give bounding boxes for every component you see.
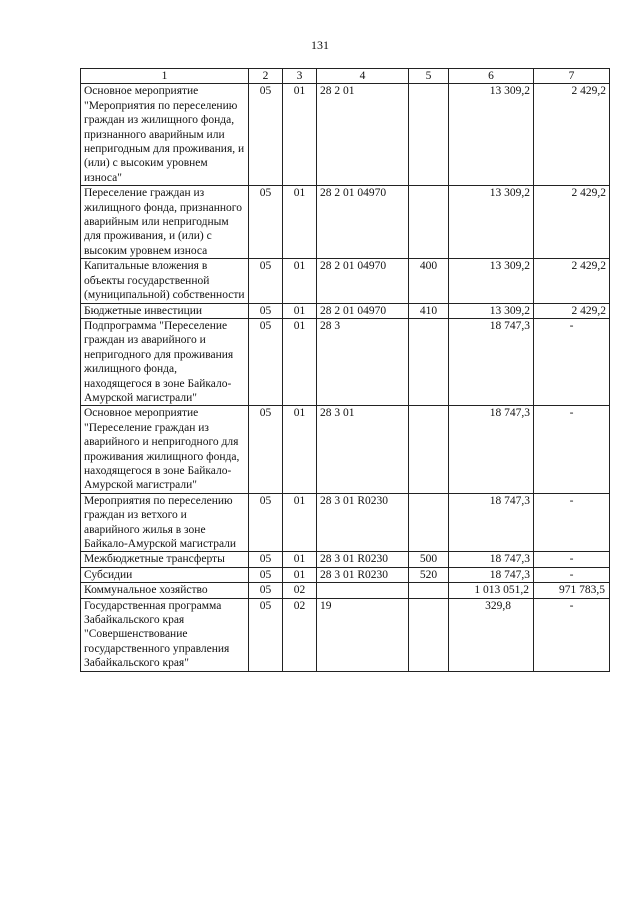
row-target-code: 28 2 01: [317, 84, 409, 186]
row-target-code: 28 3 01: [317, 406, 409, 493]
row-amount-col6: 18 747,3: [449, 552, 534, 567]
column-header-3: 3: [283, 69, 317, 84]
row-subsection: 01: [283, 493, 317, 552]
column-header-5: 5: [409, 69, 449, 84]
row-subsection: 01: [283, 259, 317, 303]
row-target-code: 28 2 01 04970: [317, 186, 409, 259]
row-subsection: 01: [283, 186, 317, 259]
row-name: Коммунальное хозяйство: [81, 583, 249, 598]
row-amount-col6: 13 309,2: [449, 186, 534, 259]
row-expense-type: [409, 406, 449, 493]
row-expense-type: [409, 493, 449, 552]
row-amount-col7: -: [534, 598, 610, 671]
row-amount-col6: 18 747,3: [449, 567, 534, 582]
row-name: Подпрограмма "Переселение граждан из аварийного и непригодного для проживания жилищного фонда, находящегося в зоне Байкало-Амурской магистрали": [81, 318, 249, 405]
row-target-code: 28 2 01 04970: [317, 303, 409, 318]
row-expense-type: [409, 84, 449, 186]
row-section: 05: [249, 583, 283, 598]
row-subsection: 02: [283, 583, 317, 598]
header-row: [81, 69, 610, 84]
row-amount-col7: 971 783,5: [534, 583, 610, 598]
row-name: Межбюджетные трансферты: [81, 552, 249, 567]
row-target-code: 28 2 01 04970: [317, 259, 409, 303]
column-header-4: 4: [317, 69, 409, 84]
row-section: 05: [249, 186, 283, 259]
row-expense-type: 410: [409, 303, 449, 318]
column-header-7: 7: [534, 69, 610, 84]
budget-table: [80, 68, 610, 672]
row-name: Мероприятия по переселению граждан из ветхого и аварийного жилья в зоне Байкало-Амурской магистрали: [81, 493, 249, 552]
row-amount-col7: 2 429,2: [534, 303, 610, 318]
row-expense-type: [409, 598, 449, 671]
row-section: 05: [249, 493, 283, 552]
table-row: [81, 583, 610, 598]
row-amount-col6: 18 747,3: [449, 493, 534, 552]
row-amount-col7: 2 429,2: [534, 186, 610, 259]
row-amount-col7: -: [534, 552, 610, 567]
row-expense-type: 500: [409, 552, 449, 567]
row-expense-type: [409, 583, 449, 598]
row-amount-col7: 2 429,2: [534, 259, 610, 303]
row-target-code: [317, 583, 409, 598]
row-section: 05: [249, 84, 283, 186]
column-header-6: 6: [449, 69, 534, 84]
row-name: Субсидии: [81, 567, 249, 582]
row-expense-type: [409, 318, 449, 405]
row-amount-col6: 13 309,2: [449, 259, 534, 303]
row-amount-col6: 18 747,3: [449, 406, 534, 493]
row-section: 05: [249, 406, 283, 493]
table-row: [81, 259, 610, 303]
row-name: Основное мероприятие "Переселение граждан из аварийного и непригодного для проживания жилищного фонда, находящегося в зоне Байкало-Амурской магистрали": [81, 406, 249, 493]
row-amount-col7: -: [534, 567, 610, 582]
row-name: Капитальные вложения в объекты государственной (муниципальной) собственности: [81, 259, 249, 303]
row-amount-col6: 13 309,2: [449, 303, 534, 318]
row-expense-type: 520: [409, 567, 449, 582]
row-section: 05: [249, 259, 283, 303]
table-row: [81, 318, 610, 405]
table-row: [81, 493, 610, 552]
row-section: 05: [249, 598, 283, 671]
row-target-code: 28 3: [317, 318, 409, 405]
row-target-code: 19: [317, 598, 409, 671]
row-section: 05: [249, 567, 283, 582]
row-name: Переселение граждан из жилищного фонда, признанного аварийным или непригодным для проживания, и (или) с высоким уровнем износа: [81, 186, 249, 259]
row-section: 05: [249, 552, 283, 567]
row-expense-type: 400: [409, 259, 449, 303]
row-subsection: 01: [283, 318, 317, 405]
table-row: [81, 598, 610, 671]
row-name: Бюджетные инвестиции: [81, 303, 249, 318]
row-subsection: 02: [283, 598, 317, 671]
row-amount-col7: 2 429,2: [534, 84, 610, 186]
row-amount-col7: -: [534, 318, 610, 405]
row-subsection: 01: [283, 567, 317, 582]
row-amount-col6: 329,8: [449, 598, 534, 671]
row-amount-col7: -: [534, 493, 610, 552]
row-target-code: 28 3 01 R0230: [317, 552, 409, 567]
table-row: [81, 303, 610, 318]
row-amount-col6: 13 309,2: [449, 84, 534, 186]
row-subsection: 01: [283, 406, 317, 493]
table-row: [81, 186, 610, 259]
table-row: [81, 552, 610, 567]
row-name: Государственная программа Забайкальского края "Совершенствование государственного управления Забайкальского края": [81, 598, 249, 671]
row-subsection: 01: [283, 303, 317, 318]
column-header-1: 1: [81, 69, 249, 84]
row-subsection: 01: [283, 84, 317, 186]
row-section: 05: [249, 303, 283, 318]
page-number: 131: [311, 38, 329, 52]
row-amount-col6: 18 747,3: [449, 318, 534, 405]
table-row: [81, 406, 610, 493]
row-section: 05: [249, 318, 283, 405]
row-expense-type: [409, 186, 449, 259]
row-name: Основное мероприятие "Мероприятия по переселению граждан из жилищного фонда, признанного аварийным или непригодным для проживания, и (или) с высоким уровнем износа": [81, 84, 249, 186]
row-target-code: 28 3 01 R0230: [317, 493, 409, 552]
column-header-2: 2: [249, 69, 283, 84]
row-subsection: 01: [283, 552, 317, 567]
row-target-code: 28 3 01 R0230: [317, 567, 409, 582]
table-row: [81, 84, 610, 186]
table-row: [81, 567, 610, 582]
row-amount-col7: -: [534, 406, 610, 493]
row-amount-col6: 1 013 051,2: [449, 583, 534, 598]
